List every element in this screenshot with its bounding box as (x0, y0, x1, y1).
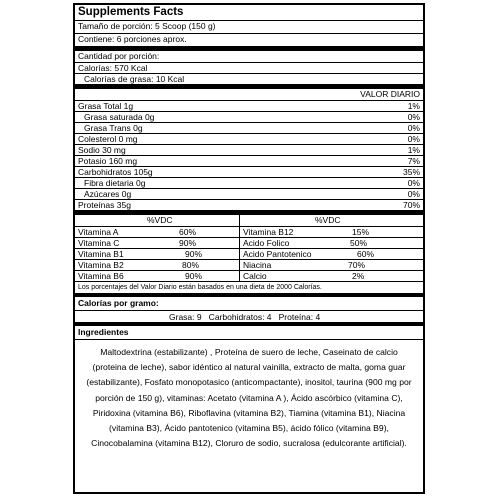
ingredients-divider (75, 339, 423, 340)
vitamin-name: Vitamina C (78, 238, 120, 248)
vitamin-name: Calcio (243, 271, 267, 281)
nutrient-name: Carbohidratos 105g (78, 166, 153, 177)
dv-header-row (75, 89, 423, 100)
nutrient-name: Sodio 30 mg (78, 144, 126, 155)
vitamin-name: Vitamina B2 (78, 260, 124, 270)
vitamin-row (75, 226, 239, 237)
nutrient-row (75, 100, 423, 111)
vitamin-name: Vitamina B6 (78, 271, 124, 281)
vitamin-pct: 50% (350, 238, 368, 248)
vitamin-name: Acido Pantotenico (243, 249, 312, 259)
nutrient-row (75, 155, 423, 166)
servings: Contiene: 6 porciones aprox. (78, 34, 187, 45)
vitamin-pct: 60% (179, 227, 197, 237)
vitamin-pct: 90% (179, 238, 197, 248)
divider-thick (75, 322, 423, 326)
calories-per-gram-row (75, 310, 423, 322)
nutrient-dv: 70% (402, 199, 420, 210)
vitamin-name: Niacina (243, 260, 272, 270)
nutrient-dv: 7% (407, 155, 420, 166)
nutrient-row (75, 144, 423, 155)
servings-row (75, 33, 423, 45)
supplement-facts-label (73, 3, 425, 494)
vitamin-pct: 70% (348, 260, 366, 270)
vitamin-name: Vitamina B1 (78, 249, 124, 259)
nutrient-name: Grasa saturada 0g (84, 111, 155, 122)
fat-calories-row (75, 73, 423, 84)
nutrient-row (75, 199, 423, 210)
vitamin-row (75, 259, 239, 270)
vitamin-name: Vitamina A (78, 227, 119, 237)
vitamin-pct: 90% (185, 249, 203, 259)
nutrient-name: Azúcares 0g (84, 188, 132, 199)
vitamin-row (75, 248, 239, 259)
nutrient-name: Colesterol 0 mg (78, 133, 138, 144)
calories-per-gram-label: Calorías por gramo: (78, 298, 159, 308)
ingredients-text: Maltodextrina (estabilizante) , Proteína de suero de leche, Caseinato de calcio (proteina de leche), sabor idéntico al natural vainilla, extracto de malta, goma guar (estabilizante), Fosfato monopotasico (anticompactante), inositol, taurina (900 mg por porción de 150 g), vitaminas: Acetato (vitamina A ), Ácido ascórbico (vitamina C), Piridoxina (vitamina B6), Riboflavina (vitamina B2), Tiamina (vitamina B1), Niacina (vitamina B3), Ácido pantotenico (vitamina B5), ácido fólico (vitamina B9), Cinocobalamina (vitamina B12), Cloruro de sodio, sucralosa (edulcorante artificial). (86, 347, 412, 449)
nutrient-name: Potasio 160 mg (78, 155, 138, 166)
amount-row (75, 51, 423, 62)
nutrient-name: Grasa Total 1g (78, 100, 134, 111)
vitamin-pct: 80% (182, 260, 200, 270)
nutrient-dv: 1% (407, 100, 420, 111)
serving-size-row (75, 20, 423, 31)
vitamins-left-column (75, 215, 239, 281)
nutrient-row (75, 166, 423, 177)
vitamin-pct: 90% (185, 271, 203, 281)
nutrient-dv: 0% (407, 177, 420, 188)
calories: Calorías: 570 Kcal (78, 62, 148, 73)
calories-row (75, 62, 423, 73)
nutrient-name: Grasa Trans 0g (84, 122, 143, 133)
vitamin-name: Acido Folico (243, 238, 290, 248)
label-title: Supplements Facts (78, 6, 184, 18)
vitamin-row (240, 270, 423, 281)
vdc-header: %VDC (315, 215, 341, 225)
nutrient-row (75, 188, 423, 199)
amount-per-serving: Cantidad por porción: (78, 51, 160, 62)
calories-per-gram-values: Grasa: 9 Carbohidratos: 4 Proteína: 4 (169, 312, 321, 322)
nutrient-dv: 1% (407, 144, 420, 155)
vitamin-row (240, 237, 423, 248)
footnote-row (75, 281, 423, 293)
vitamin-pct: 60% (357, 249, 375, 259)
vdc-header: %VDC (147, 215, 173, 225)
nutrient-row (75, 122, 423, 133)
divider-thick (75, 293, 423, 297)
serving-size: Tamaño de porción: 5 Scoop (150 g) (78, 20, 216, 31)
fat-calories: Calorías de grasa: 10 Kcal (84, 73, 185, 84)
vitamin-name: Vitamina B12 (243, 227, 294, 237)
nutrient-dv: 0% (407, 188, 420, 199)
nutrient-dv: 35% (402, 166, 420, 177)
nutrient-dv: 0% (407, 122, 420, 133)
vitamins-table (75, 215, 423, 281)
vitamin-row (240, 259, 423, 270)
nutrient-name: Proteínas 35g (78, 199, 131, 210)
vitamin-row (75, 237, 239, 248)
nutrient-row (75, 111, 423, 122)
ingredients-label: Ingredientes (78, 327, 129, 337)
vitamin-row (240, 248, 423, 259)
vitamins-right-column (239, 215, 423, 281)
nutrient-row (75, 177, 423, 188)
dv-header: VALOR DIARIO (360, 89, 420, 100)
dv-footnote: Los porcentajes del Valor Diario están basados en una dieta de 2000 Calorías. (78, 284, 322, 291)
vitamin-pct: 15% (352, 227, 370, 237)
nutrient-row (75, 133, 423, 144)
vitamin-row (240, 226, 423, 237)
nutrient-dv: 0% (407, 133, 420, 144)
nutrient-dv: 0% (407, 111, 420, 122)
vitamin-pct: 2% (352, 271, 365, 281)
vitamin-row (75, 270, 239, 281)
nutrient-name: Fibra dietaria 0g (84, 177, 146, 188)
